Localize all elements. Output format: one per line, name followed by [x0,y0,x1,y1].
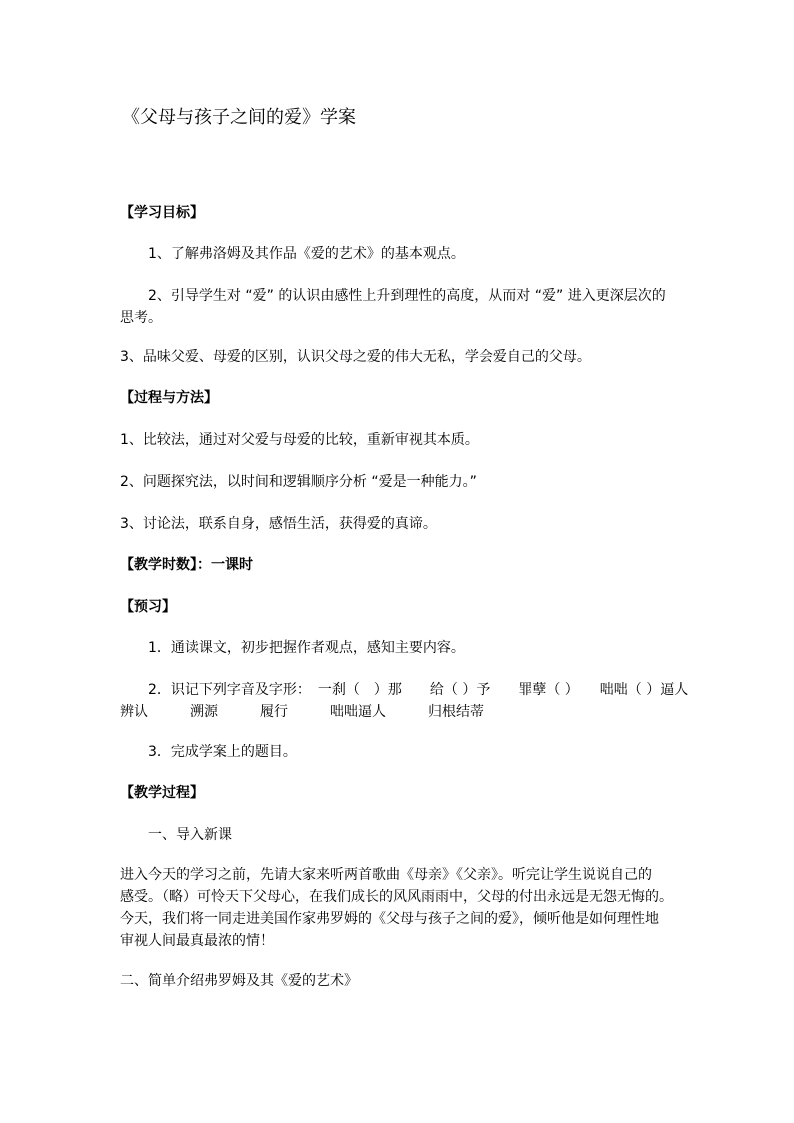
teaching-part1-line-4: 审视人间最真最浓的情！ [120,933,274,949]
process-item-1: 1、比较法，通过对父爱与母爱的比较，重新审视其本质。 [120,432,479,448]
preview-item-2-continued: 辨认 溯源 履行 咄咄逼人 归根结蒂 [120,704,484,720]
preview-item-1: 1．通读课文，初步把握作者观点，感知主要内容。 [148,640,465,656]
objective-item-2-continued: 思考。 [120,310,162,326]
section-heading-objectives: 【学习目标】 [120,205,204,221]
section-heading-hours: 【教学时数】：一课时 [120,557,253,573]
preview-item-2: 2．识记下列字音及字形： 一刹（ ）那 给（ ）予 罪孽（ ） 咄咄（ ）逼人 [148,682,689,698]
section-heading-process: 【过程与方法】 [120,390,218,406]
document-title: 《父母与孩子之间的爱》学案 [122,107,356,128]
objective-item-3: 3、品味父爱、母爱的区别，认识父母之爱的伟大无私，学会爱自己的父母。 [120,349,591,365]
teaching-part1-heading: 一、导入新课 [148,827,232,843]
process-item-3: 3、讨论法，联系自身，感悟生活，获得爱的真谛。 [120,516,437,532]
section-heading-teaching: 【教学过程】 [120,785,204,801]
process-item-2: 2、问题探究法，以时间和逻辑顺序分析 “爱是一种能力。” [120,474,477,490]
teaching-part1-line-2: 感受。（略）可怜天下父母心，在我们成长的风风雨雨中，父母的付出永远是无怨无悔的。 [120,889,673,905]
objective-item-1: 1、了解弗洛姆及其作品《爱的艺术》的基本观点。 [148,246,465,262]
teaching-part1-line-1: 进入今天的学习之前，先请大家来听两首歌曲《母亲》《父亲》。听完让学生说说自己的 [120,867,652,883]
preview-item-3: 3．完成学案上的题目。 [148,744,297,760]
objective-item-2: 2、引导学生对 “爱” 的认识由感性上升到理性的高度，从而对 “爱” 进入更深层次的 [148,288,666,304]
section-heading-preview: 【预习】 [120,599,176,615]
teaching-part1-line-3: 今天，我们将一同走进美国作家弗罗姆的《父母与孩子之间的爱》，倾听他是如何理性地 [120,911,659,927]
teaching-part2-heading: 二、简单介绍弗罗姆及其《爱的艺术》 [120,973,358,989]
